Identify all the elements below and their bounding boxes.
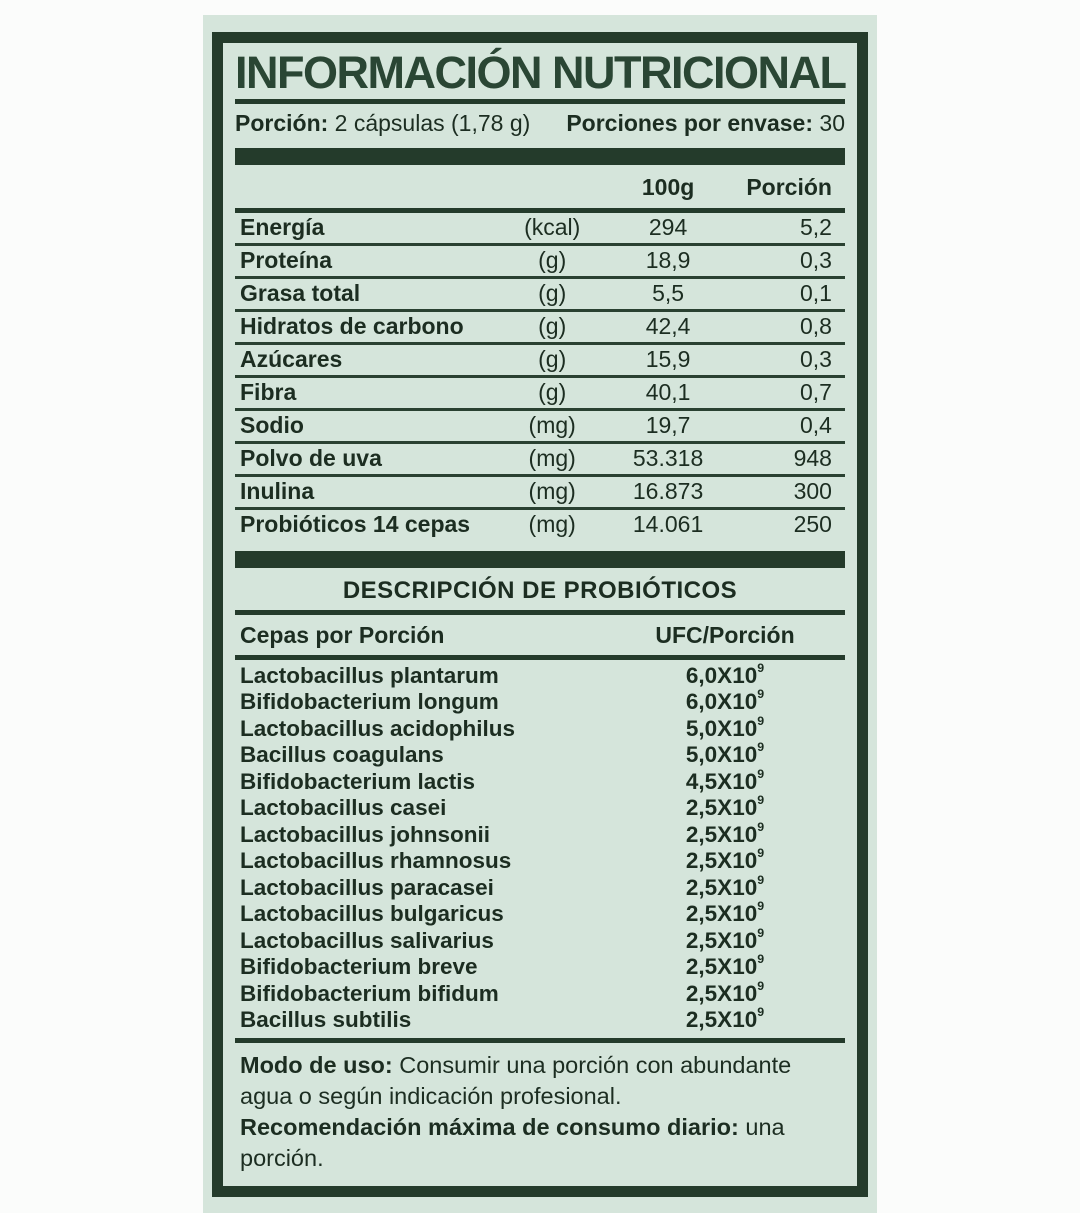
nutrient-row [235,375,845,408]
probiotic-ufc-value [605,901,845,927]
probiotic-ufc-value [605,848,845,874]
nutrient-per-portion: 948 [793,445,832,472]
nutrition-table [235,213,845,540]
probiotic-row [235,925,845,955]
probiotic-strain-name: Bifidobacterium longum [240,689,499,715]
nutrient-name: Inulina [240,478,315,505]
ufc-exponent: 9 [757,766,765,781]
nutrient-unit: (g) [538,280,567,307]
probiotic-row [235,766,845,796]
nutrient-row [235,342,845,375]
probiotic-ufc-value [605,766,845,795]
ufc-base: 2,5X10 [685,848,758,874]
header-ufc: UFC/Porción [655,621,795,648]
nutrient-unit: (g) [538,379,567,406]
servings-per-container [566,111,845,136]
probiotic-row [235,901,845,928]
ufc-exponent: 9 [757,660,765,675]
nutrient-unit: (g) [538,247,567,274]
ufc-base: 2,5X10 [685,901,758,927]
nutrient-per-100g: 18,9 [645,247,691,274]
ufc-exponent: 9 [757,872,765,887]
nutrient-row [235,309,845,342]
header-strains: Cepas por Porción [240,621,445,648]
nutrient-row [235,474,845,507]
nutrient-per-portion: 0,8 [799,313,832,340]
nutrient-unit: (mg) [528,412,576,439]
probiotic-ufc-value [605,872,845,901]
ufc-exponent: 9 [757,899,765,914]
servings-per-container-label: Porciones por envase: [566,110,814,137]
ufc-exponent: 9 [757,925,765,940]
probiotic-row [235,795,845,822]
probiotic-ufc-value [605,954,845,980]
probiotics-header [235,615,845,655]
probiotic-ufc-value [605,819,845,848]
probiotic-row [235,660,845,690]
label-frame [212,32,868,1197]
ufc-base: 2,5X10 [685,795,758,821]
nutrient-name: Polvo de uva [240,445,382,472]
nutrient-row [235,408,845,441]
ufc-exponent: 9 [757,1005,765,1020]
usage-recommendation-label: Recomendación máxima de consumo diario: [240,1113,739,1140]
probiotics-table [235,660,845,1038]
serving-size-label: Porción: [235,110,329,137]
probiotic-strain-name: Lactobacillus plantarum [240,662,499,688]
nutrient-row [235,243,845,276]
probiotic-strain-name: Lactobacillus paracasei [240,874,494,900]
usage-recommendation [240,1112,843,1174]
ufc-exponent: 9 [757,687,765,702]
ufc-exponent: 9 [757,846,765,861]
nutrition-label-panel [203,15,877,1213]
nutrient-name: Fibra [240,379,297,406]
ufc-base: 2,5X10 [685,874,758,900]
nutrient-per-100g: 42,4 [645,313,691,340]
nutrient-unit: (g) [538,313,567,340]
probiotic-ufc-value [605,689,845,715]
probiotic-ufc-value [605,660,845,689]
probiotic-row [235,1007,845,1034]
probiotics-section-title: DESCRIPCIÓN DE PROBIÓTICOS [342,576,738,604]
nutrient-name: Azúcares [240,346,343,373]
probiotic-strain-name: Lactobacillus salivarius [240,927,494,953]
nutrient-per-portion: 250 [793,511,832,538]
probiotic-strain-name: Lactobacillus johnsonii [240,821,491,847]
nutrient-unit: (mg) [528,511,576,538]
ufc-exponent: 9 [757,713,765,728]
probiotic-row [235,819,845,849]
divider-bar-top [235,148,845,165]
probiotic-row [235,713,845,743]
nutrient-row [235,276,845,309]
probiotic-strain-name: Bacillus coagulans [240,742,444,768]
nutrient-row [235,507,845,540]
nutrient-unit: (mg) [528,445,576,472]
probiotic-row [235,848,845,875]
header-per-100g: 100g [641,173,695,200]
ufc-base: 2,5X10 [685,927,758,953]
nutrition-table-header [235,165,845,208]
ufc-base: 6,0X10 [685,689,758,715]
probiotic-row [235,954,845,981]
nutrient-per-100g: 15,9 [645,346,691,373]
nutrient-name: Grasa total [240,280,361,307]
nutrient-per-portion: 0,3 [799,346,832,373]
probiotic-row [235,742,845,769]
probiotic-ufc-value [605,795,845,821]
probiotic-strain-name: Bifidobacterium bifidum [240,980,499,1006]
nutrient-name: Hidratos de carbono [240,313,464,340]
ufc-exponent: 9 [757,978,765,993]
ufc-base: 5,0X10 [685,742,758,768]
nutrient-per-portion: 5,2 [799,214,832,241]
usage-mode [240,1050,843,1112]
serving-size-value: 2 cápsulas (1,78 g) [334,110,531,137]
servings-per-container-value: 30 [819,110,845,137]
nutrient-name: Sodio [240,412,304,439]
ufc-base: 4,5X10 [685,768,758,794]
nutrient-per-100g: 16.873 [632,478,704,505]
serving-size [235,111,530,136]
header-portion: Porción [746,173,832,200]
probiotic-row [235,872,845,902]
probiotic-strain-name: Bifidobacterium lactis [240,768,476,794]
probiotic-strain-name: Bacillus subtilis [240,1007,412,1033]
ufc-base: 2,5X10 [685,1007,758,1033]
nutrient-per-portion: 0,1 [799,280,832,307]
nutrient-per-portion: 300 [793,478,832,505]
nutrient-per-100g: 294 [648,214,688,241]
probiotic-ufc-value [605,925,845,954]
serving-info-row [235,111,845,136]
nutrient-row [235,213,845,243]
divider-bar-middle [235,551,845,568]
usage-instructions [235,1043,845,1176]
nutrient-name: Probióticos 14 cepas [240,511,471,538]
probiotic-strain-name: Bifidobacterium breve [240,954,478,980]
nutrient-name: Proteína [240,247,333,274]
usage-mode-label: Modo de uso: [240,1051,393,1078]
ufc-base: 5,0X10 [685,715,758,741]
probiotic-ufc-value [605,978,845,1007]
nutrient-per-100g: 53.318 [632,445,704,472]
probiotic-row [235,689,845,716]
nutrient-per-portion: 0,4 [799,412,832,439]
nutrient-row [235,441,845,474]
usage-recommendation-text: una porción. [240,1113,785,1171]
nutrient-unit: (g) [538,346,567,373]
usage-mode-text: Consumir una porción con abundante agua o según indicación profesional. [240,1051,792,1109]
probiotic-strain-name: Lactobacillus bulgaricus [240,901,504,927]
ufc-base: 2,5X10 [685,821,758,847]
nutrient-per-100g: 14.061 [632,511,704,538]
probiotic-row [235,978,845,1008]
probiotic-strain-name: Lactobacillus acidophilus [240,715,516,741]
probiotic-ufc-value [605,713,845,742]
title-underline [235,99,845,104]
ufc-exponent: 9 [757,952,765,967]
nutrient-unit: (kcal) [524,214,581,241]
ufc-base: 2,5X10 [685,980,758,1006]
ufc-exponent: 9 [757,740,765,755]
ufc-base: 6,0X10 [685,662,758,688]
nutrient-per-100g: 40,1 [645,379,691,406]
probiotic-strain-name: Lactobacillus rhamnosus [240,848,512,874]
nutrient-per-portion: 0,3 [799,247,832,274]
ufc-exponent: 9 [757,793,765,808]
probiotic-ufc-value [605,742,845,768]
nutrient-unit: (mg) [528,478,576,505]
probiotic-strain-name: Lactobacillus casei [240,795,447,821]
label-title: INFORMACIÓN NUTRICIONAL [235,47,846,98]
ufc-base: 2,5X10 [685,954,758,980]
probiotic-ufc-value [605,1007,845,1033]
ufc-exponent: 9 [757,819,765,834]
nutrient-per-portion: 0,7 [799,379,832,406]
nutrient-per-100g: 19,7 [645,412,691,439]
nutrient-per-100g: 5,5 [652,280,685,307]
nutrient-name: Energía [240,214,325,241]
